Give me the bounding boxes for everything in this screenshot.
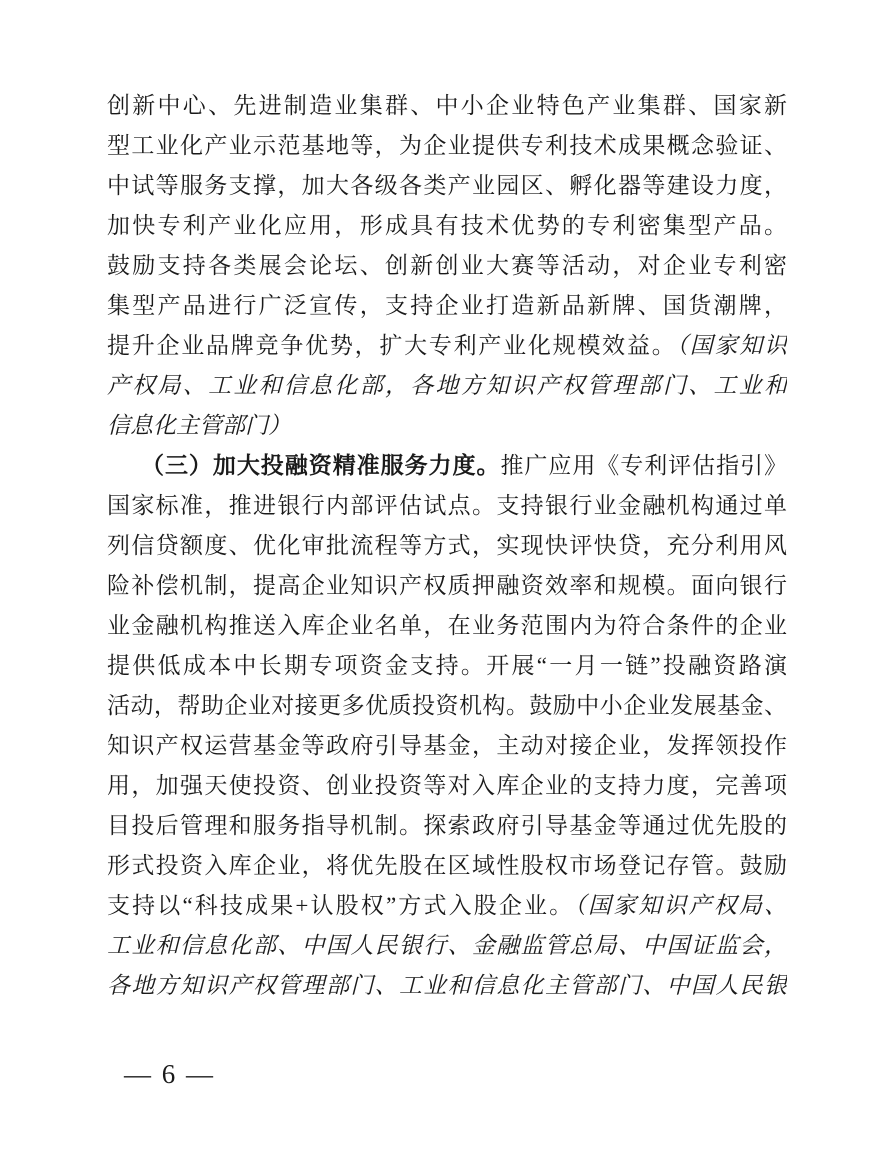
- body-text: 中试等服务支撑，加大各级各类产业园区、孵化器等建设力度，: [107, 173, 787, 198]
- body-text: 提供低成本中长期专项资金支持。开展“一月一链”投融资路演: [107, 653, 787, 678]
- text-line: [107, 886, 787, 926]
- body-text: 创新中心、先进制造业集群、中小企业特色产业集群、国家新: [107, 93, 787, 118]
- text-line: [107, 846, 787, 886]
- body-text: 型工业化产业示范基地等，为企业提供专利技术成果概念验证、: [107, 133, 787, 158]
- section-heading-text: （三）加大投融资精准服务力度。: [141, 453, 501, 478]
- text-line: [107, 86, 787, 126]
- para-patent-industrialization-continuation: [107, 86, 787, 446]
- text-line: [107, 646, 787, 686]
- text-block: [107, 86, 787, 1006]
- text-line: [107, 326, 787, 366]
- body-text: 目投后管理和服务指导机制。探索政府引导基金等通过优先股的: [107, 813, 787, 838]
- responsible-agencies-text: （国家知识: [676, 333, 787, 358]
- responsible-agencies-text: 各地方知识产权管理部门、工业和信息化主管部门、中国人民银: [107, 973, 787, 998]
- text-line: [107, 926, 787, 966]
- text-line: [107, 366, 787, 406]
- text-line: [107, 966, 787, 1006]
- text-line: [107, 566, 787, 606]
- body-text: 推广应用《专利评估指引》: [500, 453, 787, 478]
- text-line: [107, 726, 787, 766]
- body-text: 鼓励支持各类展会论坛、创新创业大赛等活动，对企业专利密: [107, 253, 787, 278]
- responsible-agencies-text: （国家知识产权局、: [574, 893, 787, 918]
- text-line: [107, 166, 787, 206]
- text-line: [107, 206, 787, 246]
- responsible-agencies-text: 产权局、工业和信息化部，各地方知识产权管理部门、工业和: [107, 373, 787, 398]
- body-text: 支持以“科技成果+认股权”方式入股企业。: [107, 893, 575, 918]
- body-text: 业金融机构推送入库企业名单，在业务范围内为符合条件的企业: [107, 613, 787, 638]
- para-section-3-investment-financing-services: [107, 446, 787, 1006]
- responsible-agencies-text: 信息化主管部门）: [107, 413, 291, 438]
- body-text: 集型产品进行广泛宣传，支持企业打造新品新牌、国货潮牌，: [107, 293, 787, 318]
- text-line: [107, 446, 787, 486]
- text-line: [107, 286, 787, 326]
- body-text: 提升企业品牌竞争优势，扩大专利产业化规模效益。: [107, 333, 677, 358]
- text-line: [107, 526, 787, 566]
- text-line: [107, 766, 787, 806]
- body-text: 用，加强天使投资、创业投资等对入库企业的支持力度，完善项: [107, 773, 787, 798]
- body-text: 列信贷额度、优化审批流程等方式，实现快评快贷，充分利用风: [107, 533, 787, 558]
- body-text: 加快专利产业化应用，形成具有技术优势的专利密集型产品。: [107, 213, 787, 238]
- text-line: [107, 126, 787, 166]
- text-line: [107, 246, 787, 286]
- body-text: 知识产权运营基金等政府引导基金，主动对接企业，发挥领投作: [107, 733, 787, 758]
- text-line: [107, 486, 787, 526]
- responsible-agencies-text: 工业和信息化部、中国人民银行、金融监管总局、中国证监会，: [107, 933, 787, 958]
- page-number: — 6 —: [124, 1059, 215, 1089]
- text-line: [107, 806, 787, 846]
- body-text: 国家标准，推进银行内部评估试点。支持银行业金融机构通过单: [107, 493, 787, 518]
- body-text: 形式投资入库企业，将优先股在区域性股权市场登记存管。鼓励: [107, 853, 787, 878]
- text-line: [107, 406, 787, 446]
- body-text: 活动，帮助企业对接更多优质投资机构。鼓励中小企业发展基金、: [107, 693, 787, 718]
- body-text: 险补偿机制，提高企业知识产权质押融资效率和规模。面向银行: [107, 573, 787, 598]
- text-line: [107, 686, 787, 726]
- text-line: [107, 606, 787, 646]
